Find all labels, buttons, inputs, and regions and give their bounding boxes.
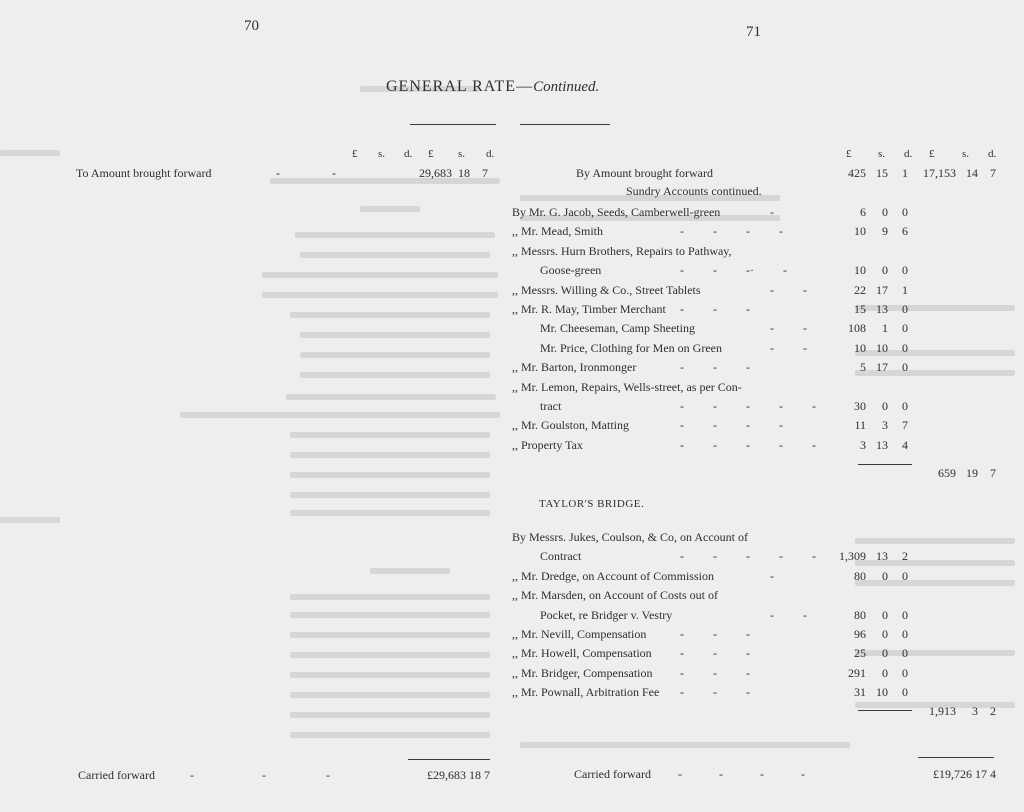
- sundry-row-pounds: 15: [854, 302, 866, 316]
- bridge-row-pence: 2: [902, 549, 908, 564]
- sundry-row-shillings: 13: [876, 302, 888, 316]
- sundry-row-pounds: 10: [854, 340, 866, 355]
- left-brought-forward-shillings: 18: [458, 166, 470, 180]
- sundry-row-dash: -: [770, 205, 774, 219]
- sundry-row-pounds: 22: [854, 282, 866, 297]
- sundry-row-pounds: 5: [860, 360, 866, 375]
- bridge-row-text: ,, Mr. Pownall, Arbitration Fee: [512, 685, 660, 700]
- title-rule-left: [410, 124, 496, 125]
- bridge-row-text: Pocket, re Bridger v. Vestry: [540, 607, 673, 622]
- bridge-row-pence: 0: [902, 685, 908, 700]
- sundry-row-shillings: 1: [882, 321, 888, 336]
- right-brought-forward-label: By Amount brought forward: [576, 166, 713, 180]
- left-brought-forward-label: To Amount brought forward: [76, 166, 212, 180]
- sundry-total-rule: [858, 464, 912, 465]
- bridge-row-shillings: 0: [882, 607, 888, 622]
- sundry-row-dash: - -: [770, 282, 807, 297]
- sundry-row-shillings: 0: [882, 205, 888, 219]
- bridge-row-pence: 0: [902, 568, 908, 583]
- bridge-row-text: ,, Mr. Nevill, Compensation: [512, 627, 647, 641]
- sundry-row-pence: 0: [902, 399, 908, 413]
- sundry-row-text: tract: [540, 399, 562, 413]
- sundry-total-pence: 7: [990, 466, 996, 480]
- bridge-row-dash: - -: [770, 607, 807, 622]
- sundry-row-shillings: 9: [882, 224, 888, 239]
- bridge-row-pence: 0: [902, 646, 908, 661]
- bridge-total-pounds: 1,913: [929, 704, 956, 718]
- sundry-row-shillings: 10: [876, 340, 888, 355]
- sundry-row-pence: 0: [902, 302, 908, 316]
- bridge-total-pence: 2: [990, 704, 996, 718]
- sundry-row-pence: 6: [902, 224, 908, 239]
- sundry-total-shillings: 19: [966, 466, 978, 480]
- bridge-row-pounds: 80: [854, 568, 866, 583]
- sundry-row-pounds: 11: [854, 418, 866, 433]
- sundry-row-text: ,, Mr. Mead, Smith: [512, 224, 604, 239]
- sundry-row-dash: - - -: [680, 360, 750, 375]
- bridge-row-shillings: 0: [882, 568, 888, 583]
- sundry-row-pence: 1: [902, 282, 908, 297]
- sundry-row-pounds: 3: [860, 437, 866, 452]
- right-carried-forward-amount: £19,726 17 4: [933, 767, 996, 781]
- sundry-row-pence: 7: [902, 418, 908, 433]
- bridge-row-pence: 0: [902, 607, 908, 622]
- right-brought-forward-pence: 1: [902, 166, 908, 180]
- bridge-row-text: ,, Mr. Howell, Compensation: [512, 646, 652, 661]
- sundry-row-dash: - - - - -: [680, 399, 816, 413]
- bridge-row-text: Contract: [540, 549, 582, 564]
- right-brought-forward-pounds: 425: [848, 166, 866, 180]
- sundry-row-text: ,, Mr. R. May, Timber Merchant: [512, 302, 666, 316]
- bridge-row-shillings: 10: [876, 685, 888, 700]
- sundry-row-shillings: 17: [876, 282, 888, 297]
- sundry-row-text: Mr. Cheeseman, Camp Sheeting: [540, 321, 695, 336]
- left-carried-rule: [408, 759, 490, 760]
- sundry-row-pounds: 10: [854, 263, 866, 278]
- bridge-row-text: By Messrs. Jukes, Coulson, & Co, on Account of: [512, 530, 749, 544]
- sundry-row-dash: - -: [770, 321, 807, 336]
- sundry-row-pounds: 10: [854, 224, 866, 239]
- bridge-row-pence: 0: [902, 665, 908, 680]
- left-header-pounds-2: £: [428, 148, 434, 160]
- sundry-total-pounds: 659: [938, 466, 956, 480]
- bridge-row-dash: -: [770, 568, 774, 583]
- sundry-row-text: ,, Mr. Barton, Ironmonger: [512, 360, 637, 375]
- sundry-row-pence: 0: [902, 263, 908, 278]
- sundry-row-pounds: 108: [848, 321, 866, 336]
- left-brought-forward-pounds: 29,683: [419, 166, 452, 180]
- sundry-row-dash: - - -· -: [680, 263, 787, 278]
- bridge-row-pounds: 96: [854, 627, 866, 641]
- sundry-row-pounds: 6: [860, 205, 866, 219]
- sundry-row-text: By Mr. G. Jacob, Seeds, Camberwell-green: [512, 205, 721, 219]
- right-header-shillings-1: s.: [878, 148, 886, 160]
- bridge-row-pence: 0: [902, 627, 908, 641]
- sundry-row-pounds: 30: [854, 399, 866, 413]
- bridge-row-text: ,, Mr. Bridger, Compensation: [512, 665, 653, 680]
- sundry-heading: Sundry Accounts continued.: [626, 184, 762, 198]
- right-brought-forward-total-pounds: 17,153: [923, 166, 956, 180]
- sundry-row-shillings: 3: [882, 418, 888, 433]
- title-italic: Continued.: [533, 79, 600, 95]
- sundry-row-shillings: 0: [882, 399, 888, 413]
- right-brought-forward-total-pence: 7: [990, 166, 996, 180]
- bridge-row-shillings: 0: [882, 665, 888, 680]
- sundry-row-shillings: 13: [876, 437, 888, 452]
- left-header-pounds-1: £: [352, 148, 358, 160]
- right-brought-forward-total-shillings: 14: [966, 166, 978, 180]
- sundry-row-pence: 0: [902, 340, 908, 355]
- right-brought-forward-shillings: 15: [876, 166, 888, 180]
- right-header-pence-1: d.: [904, 148, 913, 160]
- right-page-number: 71: [746, 24, 761, 40]
- left-page-number: 70: [244, 18, 259, 34]
- left-carried-dash-2: -: [262, 768, 266, 782]
- sundry-row-text: ,, Mr. Lemon, Repairs, Wells-street, as per Con-: [512, 379, 742, 394]
- sundry-row-pence: 4: [902, 437, 908, 452]
- sundry-row-shillings: 0: [882, 263, 888, 278]
- right-header-pounds-2: £: [929, 148, 935, 160]
- bridge-row-text: ,, Mr. Dredge, on Account of Commission: [512, 568, 714, 583]
- sundry-row-dash: - - - -: [680, 418, 783, 433]
- left-brought-forward-pence: 7: [482, 166, 488, 180]
- bridge-row-pounds: 291: [848, 665, 866, 680]
- sundry-row-pence: 0: [902, 321, 908, 336]
- right-carried-dashes: - - - -: [678, 767, 805, 781]
- bridge-total-rule: [858, 710, 912, 711]
- right-header-pence-2: d.: [988, 148, 997, 160]
- sundry-row-pence: 0: [902, 205, 908, 219]
- left-header-pence-2: d.: [486, 148, 495, 160]
- sundry-row-text: Goose-green: [540, 263, 602, 278]
- bridge-row-dash: - - -: [680, 646, 750, 661]
- sundry-row-dash: - -: [770, 340, 807, 355]
- title-rule-right: [520, 124, 610, 125]
- right-carried-forward-label: Carried forward: [574, 767, 651, 781]
- sundry-row-text: ,, Messrs. Willing & Co., Street Tablets: [512, 282, 701, 297]
- right-header-shillings-2: s.: [962, 148, 970, 160]
- left-carried-forward-amount: £29,683 18 7: [427, 768, 490, 782]
- left-carried-dash-3: -: [326, 768, 330, 782]
- left-header-pence-1: d.: [404, 148, 413, 160]
- sundry-row-dash: - - -: [680, 302, 750, 316]
- bridge-row-pounds: 80: [854, 607, 866, 622]
- sundry-row-text: ,, Mr. Goulston, Matting: [512, 418, 630, 433]
- bridge-row-pounds: 1,309: [839, 549, 866, 564]
- bridge-row-shillings: 0: [882, 646, 888, 661]
- left-brought-forward-dash: -: [276, 166, 280, 180]
- bridge-row-pounds: 25: [854, 646, 866, 661]
- bridge-row-pounds: 31: [854, 685, 866, 700]
- bridge-row-dash: - - -: [680, 665, 750, 680]
- bridge-row-shillings: 0: [882, 627, 888, 641]
- right-carried-rule: [918, 757, 994, 758]
- sundry-row-pence: 0: [902, 360, 908, 375]
- bridge-row-dash: - - -: [680, 627, 750, 641]
- bridge-row-text: ,, Mr. Marsden, on Account of Costs out of: [512, 588, 718, 603]
- left-carried-dash-1: -: [190, 768, 194, 782]
- left-brought-forward-dash-2: -: [332, 166, 336, 180]
- sundry-row-shillings: 17: [876, 360, 888, 375]
- sundry-row-text: ,, Messrs. Hurn Brothers, Repairs to Pathway,: [512, 243, 732, 258]
- bridge-row-shillings: 13: [876, 549, 888, 564]
- sundry-row-dash: - - - -: [680, 224, 783, 239]
- bridge-heading: TAYLOR'S BRIDGE.: [539, 498, 645, 510]
- right-header-pounds-1: £: [846, 148, 852, 160]
- bridge-row-dash: - - - - -: [680, 549, 816, 564]
- left-header-shillings-2: s.: [458, 148, 466, 160]
- title-main: GENERAL RATE—: [386, 78, 534, 95]
- sundry-row-text: Mr. Price, Clothing for Men on Green: [540, 340, 722, 355]
- sundry-row-text: ,, Property Tax: [512, 437, 583, 452]
- page-title: [386, 78, 599, 96]
- bridge-row-dash: - - -: [680, 685, 750, 700]
- sundry-row-dash: - - - - -: [680, 437, 816, 452]
- left-carried-forward-label: Carried forward: [78, 768, 155, 782]
- left-header-shillings-1: s.: [378, 148, 386, 160]
- bridge-total-shillings: 3: [972, 704, 978, 718]
